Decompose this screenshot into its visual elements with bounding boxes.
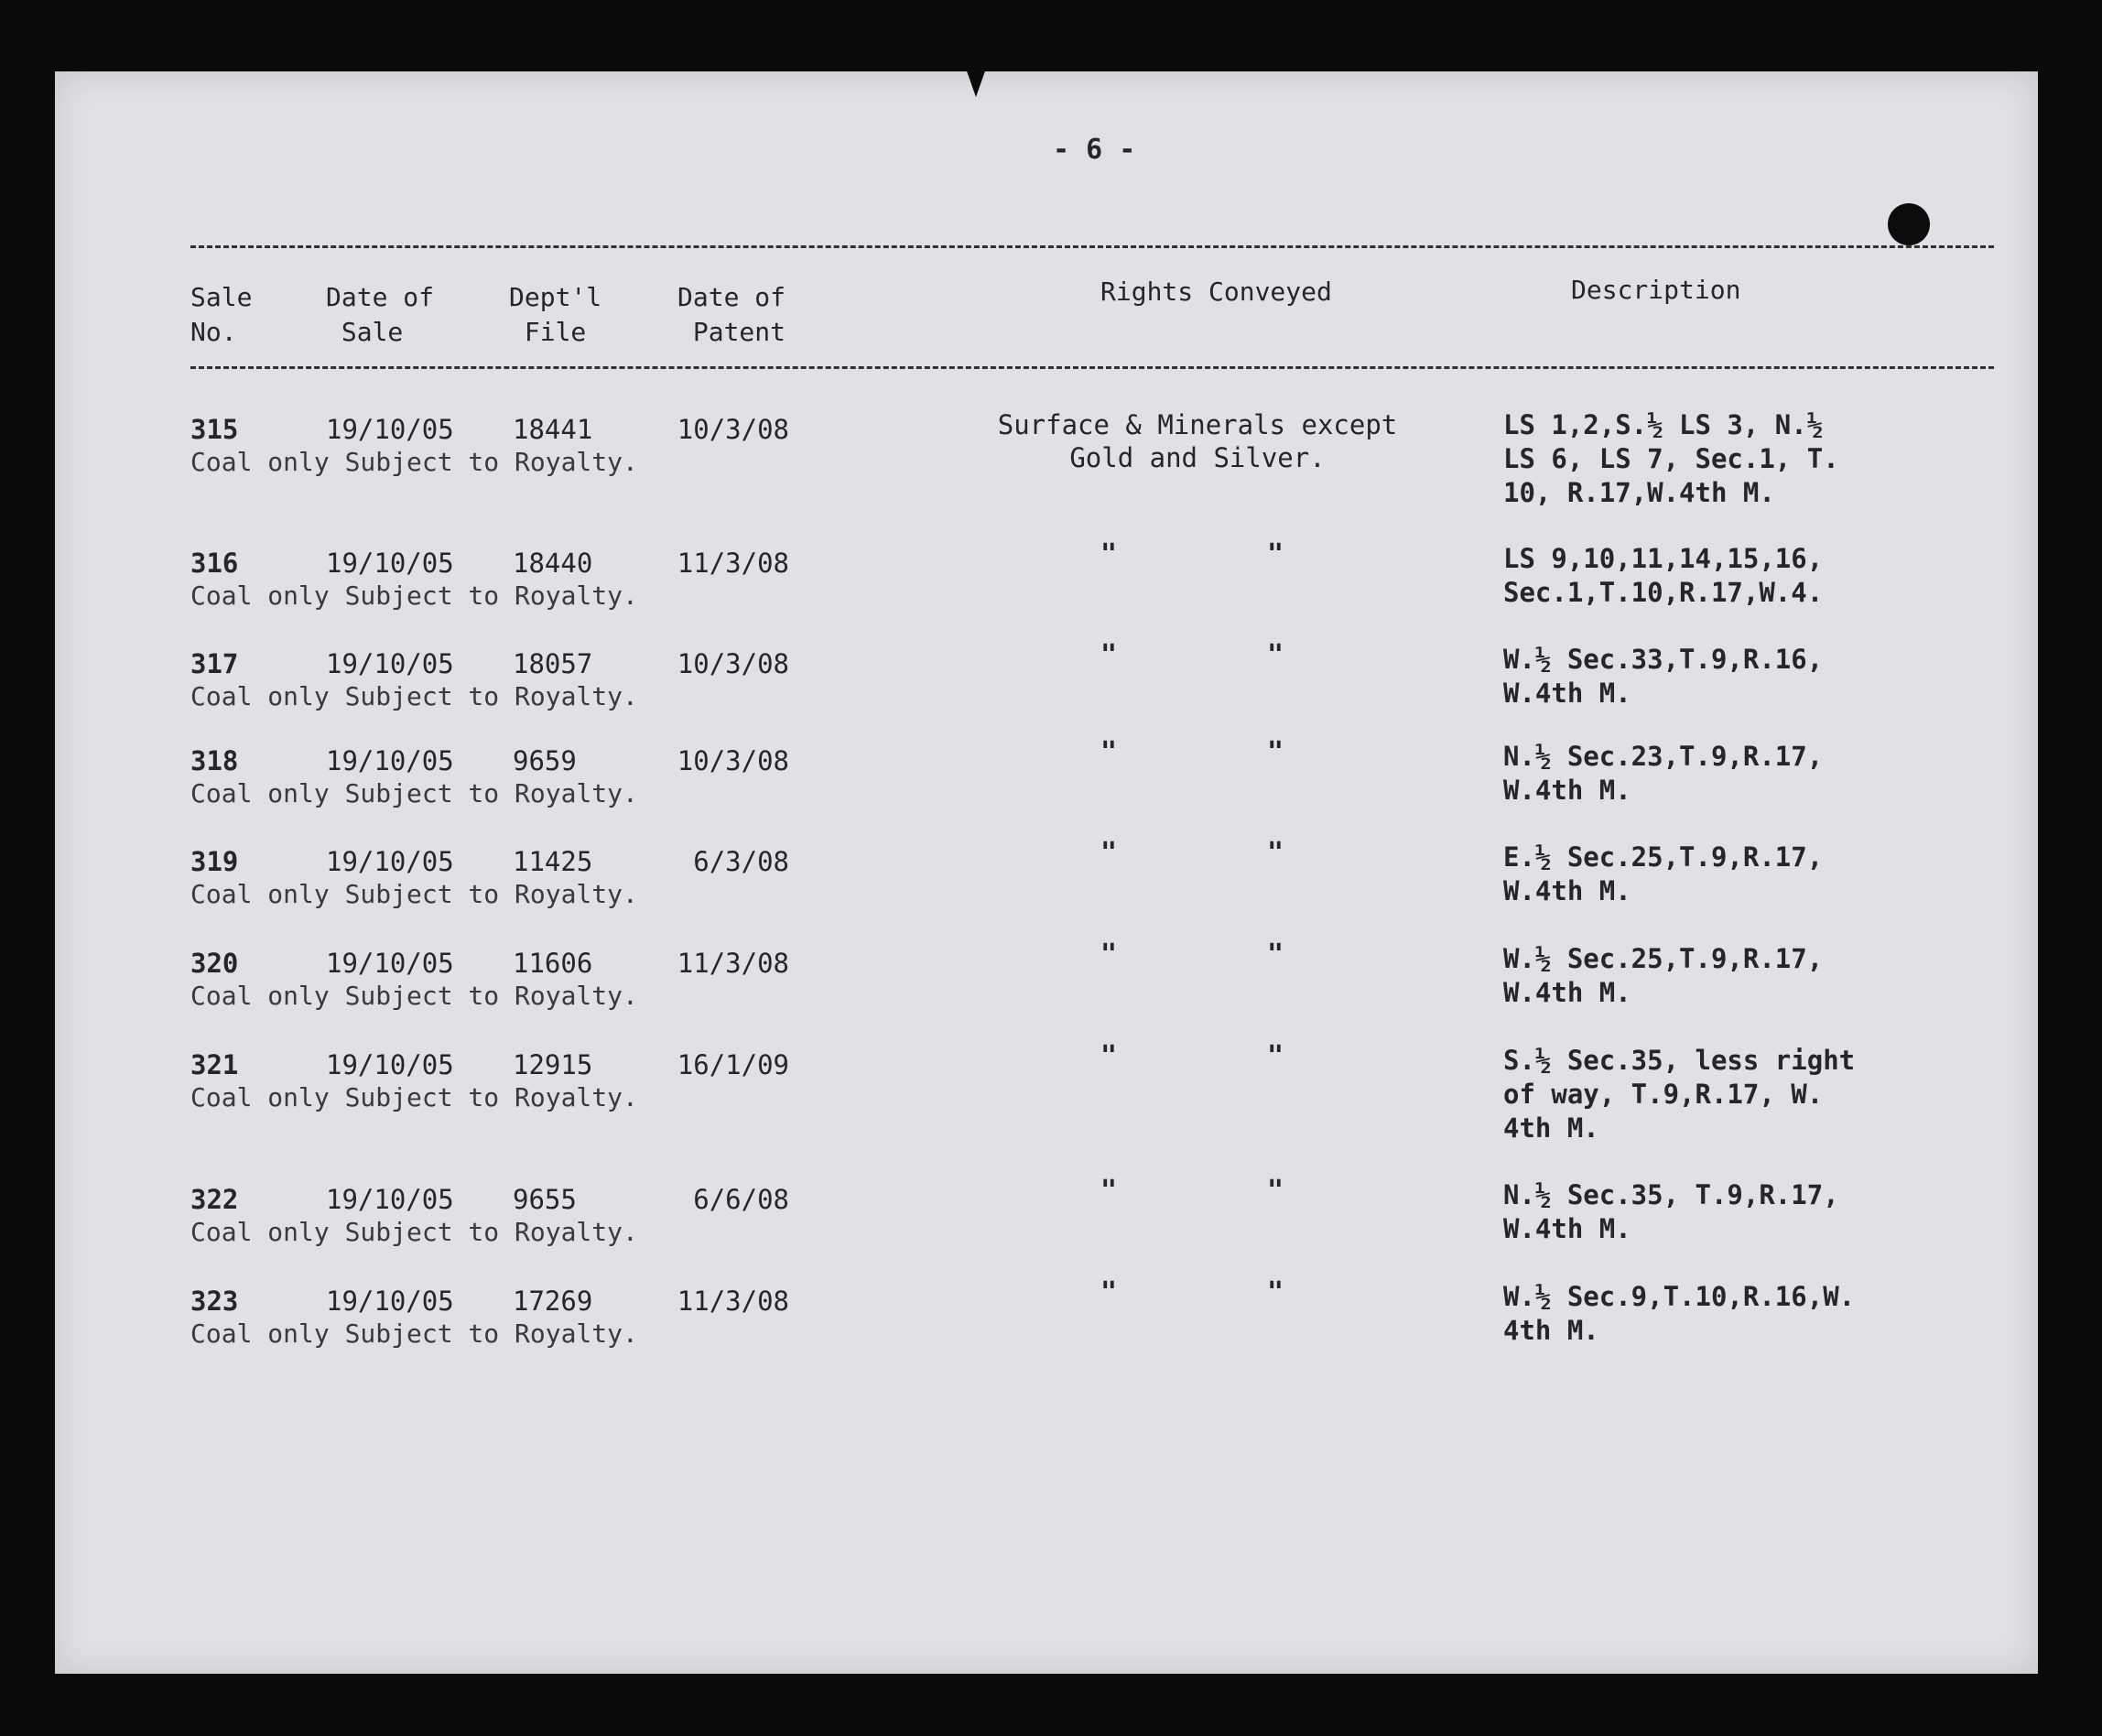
- top-rule: [190, 245, 1994, 248]
- ditto-mark: ": [1267, 1175, 1284, 1207]
- ditto-mark: ": [1100, 939, 1118, 971]
- sale-no: 317: [190, 648, 239, 679]
- royalty-note: Coal only Subject to Royalty.: [190, 778, 638, 808]
- ditto-mark: ": [1267, 736, 1284, 768]
- sale-no: 323: [190, 1286, 239, 1317]
- ditto-mark: ": [1267, 639, 1284, 671]
- header-date-of-patent: Date of Patent: [677, 282, 786, 347]
- ditto-mark: ": [1267, 939, 1284, 971]
- date-of-patent: 16/1/09: [677, 1049, 789, 1080]
- date-of-sale: 19/10/05: [326, 1286, 454, 1317]
- ditto-mark: ": [1100, 538, 1118, 570]
- dept-file: 12915: [513, 1049, 593, 1080]
- header-sale-no: Sale No.: [190, 282, 253, 347]
- dept-file: 11606: [513, 948, 593, 979]
- description-line: 4th M.: [1503, 1315, 1599, 1346]
- description: [1503, 542, 1823, 610]
- rights-line: Surface & Minerals except: [997, 409, 1398, 440]
- sale-no: 315: [190, 414, 239, 445]
- description: [1503, 408, 1839, 510]
- description-line: 4th M.: [1503, 1112, 1599, 1144]
- document-page: [55, 71, 2038, 1674]
- ditto-mark: ": [1100, 639, 1118, 671]
- description-line: LS 9,10,11,14,15,16,: [1503, 543, 1824, 574]
- ditto-mark: ": [1267, 837, 1284, 869]
- ditto-mark: ": [1267, 1040, 1284, 1072]
- sale-no: 318: [190, 745, 239, 776]
- date-of-sale: 19/10/05: [326, 548, 454, 579]
- description-line: W.4th M.: [1503, 875, 1631, 906]
- sale-no: 322: [190, 1184, 239, 1215]
- dept-file: 18057: [513, 648, 593, 679]
- description-line: W.½ Sec.9,T.10,R.16,W.: [1503, 1281, 1856, 1312]
- date-of-sale: 19/10/05: [326, 846, 454, 877]
- dept-file: 9659: [513, 745, 577, 776]
- page-number: - 6 -: [1053, 134, 1136, 166]
- ditto-mark: ": [1100, 1040, 1118, 1072]
- date-of-patent: 10/3/08: [677, 414, 789, 445]
- date-of-patent: 6/6/08: [693, 1184, 789, 1215]
- ditto-mark: ": [1267, 538, 1284, 570]
- rights-line: Gold and Silver.: [1069, 442, 1326, 473]
- rights-conveyed: [969, 408, 1426, 474]
- header-dept-file: Dept'l File: [509, 282, 602, 347]
- royalty-note: Coal only Subject to Royalty.: [190, 681, 638, 711]
- dept-file: 9655: [513, 1184, 577, 1215]
- page-tear-mark: [965, 66, 987, 97]
- ditto-mark: ": [1100, 1175, 1118, 1207]
- royalty-note: Coal only Subject to Royalty.: [190, 879, 638, 909]
- description-line: W.½ Sec.33,T.9,R.16,: [1503, 644, 1824, 675]
- description: [1503, 841, 1823, 908]
- description: [1503, 1178, 1839, 1246]
- description-line: W.4th M.: [1503, 678, 1631, 709]
- description-line: S.½ Sec.35, less right: [1503, 1045, 1856, 1076]
- description-line: W.4th M.: [1503, 977, 1631, 1008]
- description-line: N.½ Sec.35, T.9,R.17,: [1503, 1179, 1839, 1210]
- dept-file: 18440: [513, 548, 593, 579]
- description-line: N.½ Sec.23,T.9,R.17,: [1503, 741, 1824, 772]
- sale-no: 321: [190, 1049, 239, 1080]
- ditto-mark: ": [1100, 837, 1118, 869]
- description: [1503, 1280, 1855, 1348]
- sale-no: 319: [190, 846, 239, 877]
- date-of-sale: 19/10/05: [326, 745, 454, 776]
- ink-blot: [1888, 203, 1930, 245]
- description-line: 10, R.17,W.4th M.: [1503, 477, 1775, 508]
- date-of-patent: 6/3/08: [693, 846, 789, 877]
- royalty-note: Coal only Subject to Royalty.: [190, 981, 638, 1011]
- description-line: Sec.1,T.10,R.17,W.4.: [1503, 577, 1824, 608]
- royalty-note: Coal only Subject to Royalty.: [190, 1082, 638, 1112]
- royalty-note: Coal only Subject to Royalty.: [190, 580, 638, 611]
- header-description: Description: [1571, 275, 1741, 305]
- dept-file: 17269: [513, 1286, 593, 1317]
- ditto-mark: ": [1100, 1276, 1118, 1308]
- header-date-of-sale: Date of Sale: [326, 282, 435, 347]
- dept-file: 18441: [513, 414, 593, 445]
- description-line: W.4th M.: [1503, 1213, 1631, 1244]
- date-of-sale: 19/10/05: [326, 414, 454, 445]
- description-line: W.½ Sec.25,T.9,R.17,: [1503, 943, 1824, 974]
- date-of-sale: 19/10/05: [326, 648, 454, 679]
- description-line: of way, T.9,R.17, W.: [1503, 1079, 1824, 1110]
- header-rule: [190, 366, 1994, 369]
- ditto-mark: ": [1267, 1276, 1284, 1308]
- royalty-note: Coal only Subject to Royalty.: [190, 1318, 638, 1349]
- description-line: W.4th M.: [1503, 775, 1631, 806]
- date-of-patent: 11/3/08: [677, 948, 789, 979]
- description-line: LS 1,2,S.½ LS 3, N.½: [1503, 409, 1824, 440]
- date-of-patent: 10/3/08: [677, 745, 789, 776]
- date-of-sale: 19/10/05: [326, 1184, 454, 1215]
- description: [1503, 643, 1823, 711]
- sale-no: 316: [190, 548, 239, 579]
- description-line: LS 6, LS 7, Sec.1, T.: [1503, 443, 1839, 474]
- sale-no: 320: [190, 948, 239, 979]
- date-of-patent: 11/3/08: [677, 1286, 789, 1317]
- ditto-mark: ": [1100, 736, 1118, 768]
- date-of-patent: 10/3/08: [677, 648, 789, 679]
- description: [1503, 942, 1823, 1010]
- date-of-sale: 19/10/05: [326, 1049, 454, 1080]
- royalty-note: Coal only Subject to Royalty.: [190, 447, 638, 477]
- date-of-sale: 19/10/05: [326, 948, 454, 979]
- date-of-patent: 11/3/08: [677, 548, 789, 579]
- description: [1503, 740, 1823, 808]
- description: [1503, 1044, 1855, 1145]
- header-rights-conveyed: Rights Conveyed: [1100, 277, 1332, 307]
- royalty-note: Coal only Subject to Royalty.: [190, 1217, 638, 1247]
- description-line: E.½ Sec.25,T.9,R.17,: [1503, 841, 1824, 873]
- dept-file: 11425: [513, 846, 593, 877]
